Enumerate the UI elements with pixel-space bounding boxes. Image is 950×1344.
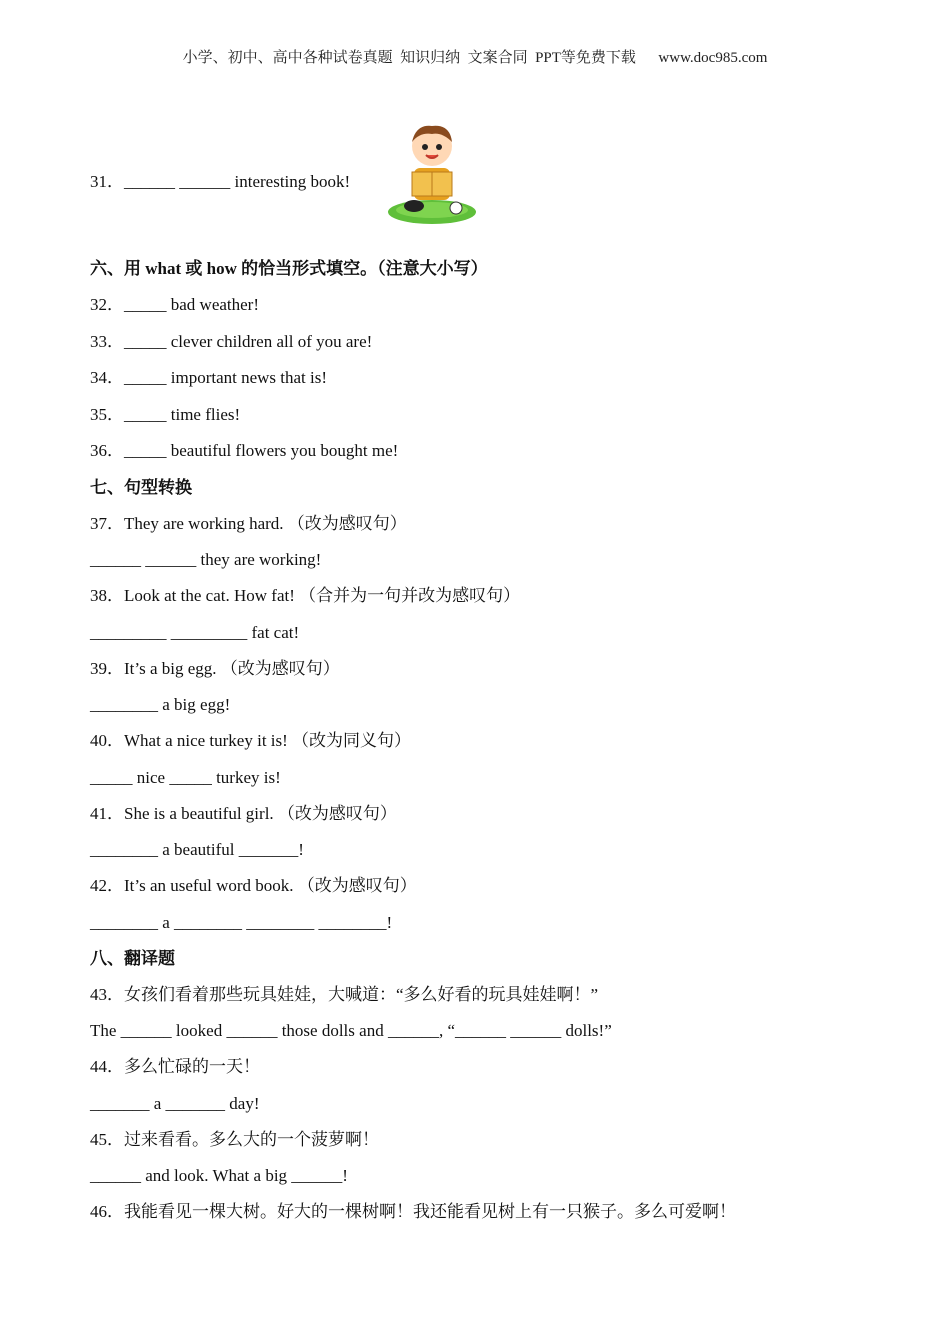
- section-8-heading: 八、翻译题: [90, 949, 175, 968]
- question-39: 39．It’s a big egg. （改为感叹句）: [90, 659, 340, 678]
- question-43: 43．女孩们看着那些玩具娃娃，大喊道：“多么好看的玩具娃娃啊！”: [90, 985, 599, 1004]
- section-7-heading: 七、句型转换: [90, 478, 192, 497]
- question-38: 38．Look at the cat. How fat! （合并为一句并改为感叹句）: [90, 586, 521, 605]
- question-32: 32．_____ bad weather!: [90, 295, 260, 314]
- question-31: 31．______ ______ interesting book!: [90, 172, 351, 191]
- answer-40: _____ nice _____ turkey is!: [90, 768, 281, 787]
- answer-44: _______ a _______ day!: [90, 1094, 260, 1113]
- question-41: 41．She is a beautiful girl. （改为感叹句）: [90, 804, 397, 823]
- question-44: 44．多么忙碌的一天！: [90, 1057, 260, 1076]
- question-40: 40．What a nice turkey it is! （改为同义句）: [90, 731, 412, 750]
- question-35: 35．_____ time flies!: [90, 405, 241, 424]
- answer-38: _________ _________ fat cat!: [90, 623, 300, 642]
- answer-45: ______ and look. What a big ______!: [90, 1166, 348, 1185]
- answer-37: ______ ______ they are working!: [90, 550, 322, 569]
- question-45: 45．过来看看。多么大的一个菠萝啊！: [90, 1130, 379, 1149]
- question-34: 34．_____ important news that is!: [90, 368, 328, 387]
- question-37: 37．They are working hard. （改为感叹句）: [90, 514, 407, 533]
- question-36: 36．_____ beautiful flowers you bought me!: [90, 441, 399, 460]
- boy-reading-illustration: [386, 120, 478, 226]
- answer-43: The ______ looked ______ those dolls and ______, “______ ______ dolls!”: [90, 1021, 612, 1040]
- question-33: 33．_____ clever children all of you are!: [90, 332, 373, 351]
- page-header: 小学、初中、高中各种试卷真题 知识归纳 文案合同 PPT等免费下载 www.doc985.com: [182, 50, 768, 66]
- answer-41: ________ a beautiful _______!: [90, 840, 304, 859]
- question-46: 46．我能看见一棵大树。好大的一棵树啊！我还能看见树上有一只猴子。多么可爱啊！: [90, 1202, 736, 1221]
- section-6-heading: 六、用 what 或 how 的恰当形式填空。（注意大小写）: [90, 259, 488, 278]
- question-42: 42．It’s an useful word book. （改为感叹句）: [90, 876, 417, 895]
- answer-39: ________ a big egg!: [90, 695, 231, 714]
- answer-42: ________ a ________ ________ ________!: [90, 913, 393, 932]
